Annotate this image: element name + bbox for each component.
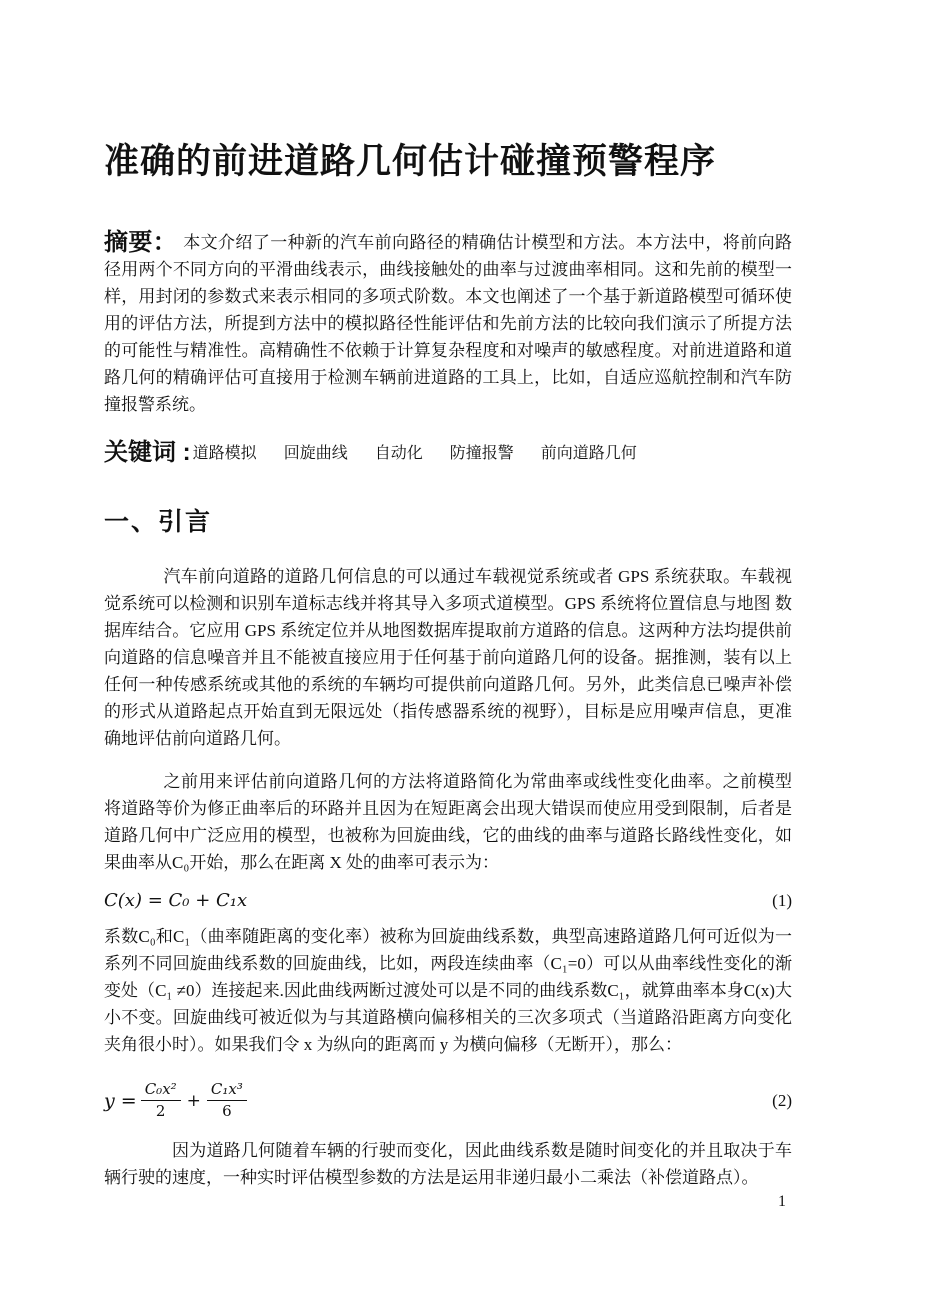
equation-2 <box>104 1080 792 1121</box>
intro-paragraph-2: 之前用来评估前向道路几何的方法将道路简化为常曲率或线性变化曲率。之前模型将道路等价为修正曲率后的环路并且因为在短距离会出现大错误而使应用受到限制，后者是道路几何中广泛应用的模型，也被称为回旋曲线，它的曲线的曲率与道路长路线性变化，如果曲率从C₀开始，那么在距离 X 处的曲率可表示为： <box>104 772 792 873</box>
fraction-denominator: 2 <box>155 1102 166 1120</box>
equation-1-number: (1) <box>772 890 792 910</box>
equation-2-expression <box>104 1080 251 1121</box>
document-title: 准确的前进道路几何估计碰撞预警程序 <box>104 142 717 181</box>
equation-2-lhs: y = <box>104 1089 137 1112</box>
abstract-text: 本文介绍了一种新的汽车前向路径的精确估计模型和方法。本方法中，将前向路径用两个不同方向的平滑曲线表示，曲线接触处的曲率与过渡曲率相同。这和先前的模型一样，用封闭的参数式来表示相同的多项式阶数。本文也阐述了一个基于新道路模型可循环使用的评估方法，所提到方法中的模拟路径性能评估和先前方法的比较向我们演示了所提方法的可能性与精准性。高精确性不依赖于计算复杂程度和对噪声的敏感程度。对前进道路和道路几何的精确评估可直接用于检测车辆前进道路的工具上，比如，自适应巡航控制和汽车防撞报警系统。 <box>104 233 793 415</box>
fraction-denominator: 6 <box>222 1102 232 1120</box>
intro-paragraph-3: 系数C₀和C₁（曲率随距离的变化率）被称为回旋曲线系数，典型高速路道路几何可近似为一系列不同回旋曲线系数的回旋曲线，比如，两段连续曲率（C₁=0）可以从曲率线性变化的渐变处（C₁ ≠0）连接起来.因此曲线两断过渡处可以是不同的曲线系数C₁，就算曲率本身C(x)大小不变。回旋曲线可被近似为与其道路横向偏移相关的三次多项式（当道路沿距离方向变化夹角很小时）。如果我们令 x 为纵向的距离而 y 为横向偏移（无断开），那么： <box>104 927 792 1055</box>
intro-paragraph-1: 汽车前向道路的道路几何信息的可以通过车载视觉系统或者 GPS 系统获取。车载视觉系统可以检测和识别车道标志线并将其导入多项式道模型。GPS 系统将位置信息与地图 数据库结合。它应用 GPS 系统定位并从地图数据库提取前方道路的信息。这两种方法均提供前向道路的信息噪音并且不能被直接应用于任何基于前向道路几何的设备。据推测，装有以上任何一种传感系统或其他的系统的车辆均可提供前向道路几何。另外，此类信息已噪声补偿的形式从道路起点开始直到无限远处（指传感器系统的视野），目标是应用噪声信息，更准确地评估前向道路几何。 <box>104 567 792 749</box>
keywords-label: 关键词 : <box>104 439 191 467</box>
abstract-label: 摘要： <box>104 229 178 257</box>
intro-paragraph-4: 因为道路几何随着车辆的行驶而变化，因此曲线系数是随时间变化的并且取决于车辆行驶的速度，一种实时评估模型参数的方法是运用非递归最小二乘法（补偿道路点）。 <box>104 1140 792 1187</box>
page-number: 1 <box>778 1193 786 1210</box>
equation-2-fraction-1 <box>141 1080 181 1121</box>
abstract-paragraph <box>104 229 792 418</box>
fraction-numerator: C₀x² <box>141 1080 181 1101</box>
equation-2-fraction-2 <box>207 1080 247 1121</box>
keyword-item: 道路模拟 <box>192 445 257 463</box>
keyword-item: 防撞报警 <box>449 445 514 463</box>
document-page <box>104 0 792 1191</box>
keyword-item: 自动化 <box>374 445 423 463</box>
equation-2-plus-operator: + <box>186 1090 201 1111</box>
equation-1 <box>104 890 792 911</box>
keywords-line <box>104 440 792 467</box>
fraction-numerator: C₁x³ <box>207 1080 247 1101</box>
keyword-item: 前向道路几何 <box>540 445 637 463</box>
equation-2-number: (2) <box>772 1090 792 1110</box>
equation-1-expression: C(x) = C₀ + C₁x <box>104 890 248 912</box>
section-heading-introduction: 一、引言 <box>104 508 213 537</box>
keyword-item: 回旋曲线 <box>283 445 348 463</box>
